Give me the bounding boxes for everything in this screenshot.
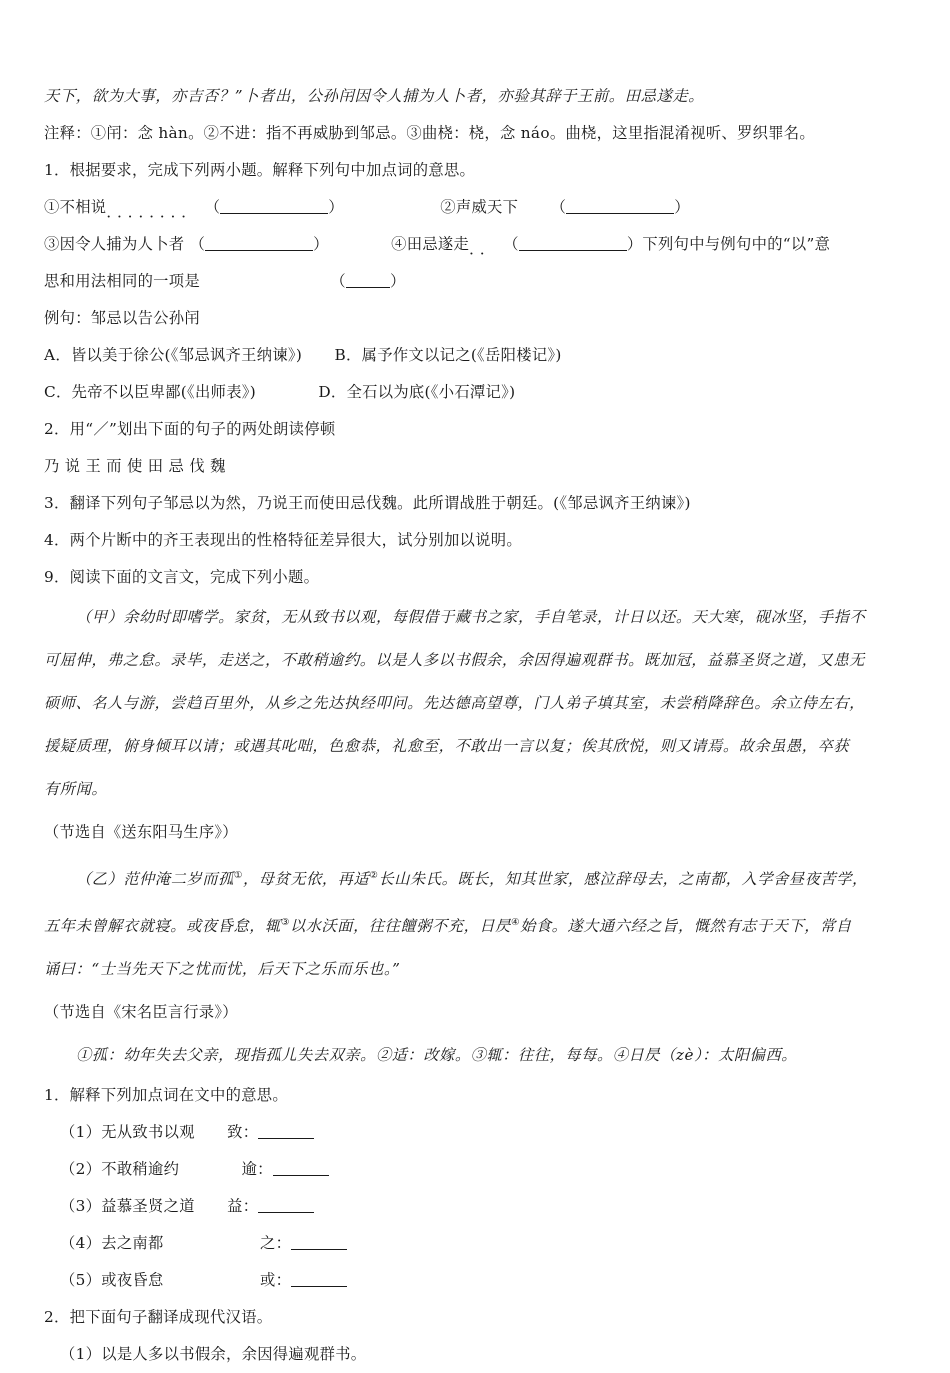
footnote-marker-2: ②: [369, 870, 379, 881]
blank-item-3-answer-rule[interactable]: [205, 236, 313, 251]
sub-item-1-phrase: 无从致书以观: [101, 1123, 195, 1142]
blank-item-4-dots: ．．: [469, 240, 499, 258]
option-a-key: A．: [44, 346, 71, 364]
blank-item-2-text: 声威天下: [455, 198, 519, 216]
sub-question-1-item-3: [44, 1188, 912, 1225]
question-1-choice-paren-open: （: [330, 272, 346, 290]
passage-yi-line-2-a: 五年未曾解衣就寝。或夜昏怠，辄: [44, 917, 281, 936]
blank-item-2-marker: ②: [440, 198, 456, 216]
question-1-choice-rule[interactable]: [346, 273, 390, 288]
question-1-options-row-2: [44, 374, 912, 411]
blank-item-4-answer-rule[interactable]: [519, 236, 627, 251]
sub-item-1-num: （1）: [60, 1123, 102, 1142]
blank-item-1-answer-rule[interactable]: [220, 199, 328, 214]
option-c[interactable]: [44, 374, 256, 411]
question-1-tail-row: [44, 263, 912, 300]
blank-item-1-paren-open: （: [204, 198, 221, 216]
passage-yi-line-1: [44, 854, 912, 901]
question-1-blanks-row-1: [44, 189, 912, 226]
option-a-text: 皆以美于徐公(《邹忌讽齐王纳谏》): [70, 346, 303, 364]
blank-item-1-marker: ①: [44, 198, 60, 216]
sub-item-5-phrase: 或夜昏怠: [101, 1271, 164, 1290]
passage-yi-line-1-c: 长山朱氏。既长，知其世家，感泣辞母去，之南都，入学舍昼夜苦学，: [378, 870, 868, 889]
question-1-options-row-1: [44, 337, 912, 374]
option-d-key: D．: [318, 383, 347, 401]
question-9-stem: 9．阅读下面的文言文，完成下列小题。: [44, 568, 320, 586]
option-a[interactable]: [44, 337, 302, 374]
sub-item-2-word: 逾：: [241, 1160, 273, 1179]
sub-item-3-word: 益：: [227, 1197, 259, 1216]
option-c-key: C．: [44, 383, 72, 401]
sub-question-2-stem: 2．把下面句子翻译成现代汉语。: [44, 1308, 273, 1327]
passage-top-notes: 注释：①闬：念 hàn。②不进：指不再威胁到邹忌。③曲桡：桡，念 náo。曲桡，这里指混淆视听、罗织罪名。: [44, 124, 815, 142]
passage-top-line1: 天下，欲为大事，亦吉否？”卜者出，公孙闬因令人捕为人卜者，亦验其辞于王前。田忌遂走。: [44, 87, 705, 105]
sub-question-1-stem: 1．解释下列加点词在文中的意思。: [44, 1086, 288, 1105]
blank-item-1-paren-close: ）: [328, 198, 344, 216]
sub-item-1-word: 致：: [227, 1123, 259, 1142]
sub-item-2-phrase: 不敢稍逾约: [101, 1160, 180, 1179]
question-1-tail-b: 思和用法相同的一项是: [44, 272, 200, 290]
passage-jia-source: （节选自《送东阳马生序》）: [44, 823, 238, 841]
blank-item-3-text: 因令人捕为人卜者: [59, 235, 185, 253]
passage-jia-line-5: 有所闻。: [44, 780, 108, 798]
question-1-tail-a: 下列句中与例句中的“以”意: [642, 235, 831, 253]
passage-jia-line-2: 可屈伸，弗之怠。录毕，走送之，不敢稍逾约。以是人多以书假余，余因得遍观群书。既加冠，益慕圣贤之道，又患无: [44, 651, 865, 669]
sub-item-5-word: 或：: [259, 1271, 292, 1290]
blank-item-4-text: 田忌遂走: [406, 235, 470, 253]
translate-item-1-num: （1）: [60, 1345, 102, 1364]
option-d-text: 全石以为底(《小石潭记》): [346, 383, 516, 401]
question-1-stem: 1．根据要求，完成下列两小题。解释下列句中加点词的意思。: [44, 161, 476, 179]
passage-yi-line-3: 诵曰：“士当先天下之忧而忧，后天下之乐而乐也。”: [44, 960, 401, 979]
option-b-text: 属予作文以记之(《岳阳楼记》): [361, 346, 562, 364]
option-c-text: 先帝不以臣卑鄙(《出师表》): [71, 383, 257, 401]
sub-item-4-word: 之：: [259, 1234, 292, 1253]
sub-question-1-item-5: [44, 1262, 912, 1299]
sub-item-5-num: （5）: [60, 1271, 102, 1290]
translate-item-1-text: 以是人多以书假余，余因得遍观群书。: [101, 1345, 367, 1364]
sub-item-2-answer-rule[interactable]: [273, 1161, 329, 1176]
question-2-stem: 2．用“／”划出下面的句子的两处朗读停顿: [44, 420, 336, 438]
sub-item-3-num: （3）: [60, 1197, 102, 1216]
blank-item-1-dots: ．．．．．．．．: [106, 203, 200, 221]
question-4-stem: 4．两个片断中的齐王表现出的性格特征差异很大，试分别加以说明。: [44, 531, 522, 549]
question-1-example: 例句：邹忌以告公孙闬: [44, 309, 200, 327]
blank-item-2-paren-close: ）: [674, 198, 690, 216]
footnote-marker-4: ④: [510, 917, 521, 929]
sub-item-3-phrase: 益慕圣贤之道: [101, 1197, 195, 1216]
passage-yi-source: （节选自《宋名臣言行录》）: [44, 1003, 238, 1022]
option-b-key: B．: [334, 346, 362, 364]
option-d[interactable]: [318, 374, 515, 411]
footnote-marker-1: ①: [233, 870, 243, 881]
blank-item-3-paren-close: ）: [313, 235, 329, 253]
option-b[interactable]: [335, 337, 562, 374]
sub-item-2-num: （2）: [60, 1160, 102, 1179]
passage-jia-line-4: 援疑质理，俯身倾耳以请；或遇其叱咄，色愈恭，礼愈至，不敢出一言以复；俟其欣悦，则又请焉。故余虽愚，卒获: [44, 737, 850, 755]
sub-item-4-answer-rule[interactable]: [291, 1235, 347, 1250]
blank-item-1-text: 不相说: [59, 198, 107, 216]
question-1-choice-paren-close: ）: [389, 272, 406, 290]
blank-item-4-marker: ④: [391, 235, 407, 253]
passage-jia-line-1: （甲）余幼时即嗜学。家贫，无从致书以观，每假借于藏书之家，手自笔录，计日以还。天大寒，砚冰坚，手指不: [76, 608, 866, 626]
passage-jia-line-3: 硕师、名人与游，尝趋百里外，从乡之先达执经叩问。先达德高望尊，门人弟子填其室，未尝稍降辞色。余立侍左右，: [44, 694, 865, 712]
sub-item-4-num: （4）: [60, 1234, 102, 1253]
passage-yi-line-2-b: 以水沃面，往往饘粥不充，日昃: [289, 917, 511, 936]
blank-item-2-paren-open: （: [550, 198, 567, 216]
footnote-marker-3: ③: [280, 917, 290, 929]
blank-item-2-answer-rule[interactable]: [566, 199, 674, 214]
sub-item-3-answer-rule[interactable]: [258, 1198, 314, 1213]
blank-item-4-paren-open: （: [503, 235, 519, 253]
blank-item-3-marker: ③: [44, 235, 60, 253]
passage-yi-footnotes: ①孤：幼年失去父亲，现指孤儿失去双亲。②适：改嫁。③辄：往往，每每。④日昃（zè）：太阳偏西。: [76, 1046, 798, 1065]
passage-yi-line-2: [44, 901, 912, 948]
sub-item-4-phrase: 去之南都: [101, 1234, 164, 1253]
passage-yi-line-2-c: 始食。遂大通六经之旨，慨然有志于天下，常自: [520, 917, 852, 936]
sub-question-1-item-2: [44, 1151, 912, 1188]
question-1-blanks-row-2: [44, 226, 912, 263]
sub-question-1-item-1: [44, 1114, 912, 1151]
sub-question-2-item-1: [44, 1336, 912, 1373]
question-3-stem: 3．翻译下列句子邹忌以为然，乃说王而使田忌伐魏。此所谓战胜于朝廷。(《邹忌讽齐王纳谏》): [44, 494, 691, 512]
page-content: [44, 78, 912, 1373]
sub-item-5-answer-rule[interactable]: [291, 1272, 347, 1287]
sub-question-1-item-4: [44, 1225, 912, 1262]
blank-item-3-paren-open: （: [189, 235, 206, 253]
passage-yi-line-1-a: （乙）范仲淹二岁而孤: [76, 870, 234, 889]
sub-item-1-answer-rule[interactable]: [258, 1124, 314, 1139]
question-2-sentence: 乃 说 王 而 使 田 忌 伐 魏: [44, 457, 226, 475]
passage-yi-line-1-b: ，母贫无依，再适: [243, 870, 370, 889]
blank-item-4-paren-close: ）: [626, 235, 643, 253]
